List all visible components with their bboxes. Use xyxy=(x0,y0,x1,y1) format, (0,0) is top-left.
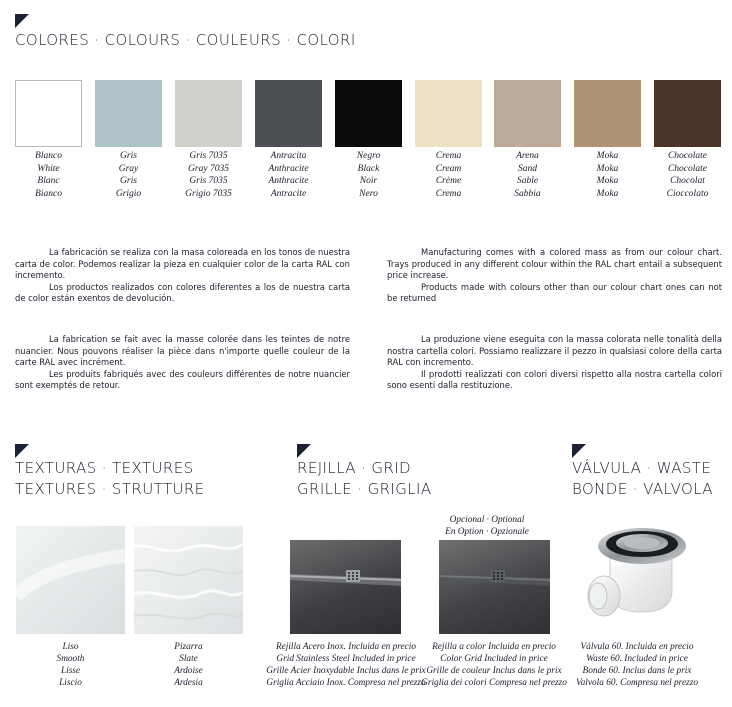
section-corner-marker xyxy=(297,444,311,458)
colour-name: Crema xyxy=(435,188,462,199)
colour-swatch-names xyxy=(95,150,162,200)
info-english xyxy=(387,247,722,305)
colour-name: Noir xyxy=(359,176,378,186)
waste-caption: Válvula 60. Incluida en precio Waste 60. Included in price Bonde 60. Inclus dans le prix Valvola 60. Compresa nel prezzo xyxy=(576,642,698,688)
colour-swatch xyxy=(15,80,82,147)
info-en-p1: Manufacturing comes with a colored mass as from our colour chart. Trays produced in any different colour within the RAL chart entail a subsequent price increase. xyxy=(387,247,722,281)
grid-colour-image xyxy=(439,540,550,634)
colour-name: Moka xyxy=(596,151,619,161)
colour-swatch-names xyxy=(335,150,402,200)
steel-grid-icon xyxy=(290,540,401,634)
colour-swatch xyxy=(255,80,322,147)
colour-swatch xyxy=(175,80,242,147)
section-corner-marker xyxy=(572,444,586,458)
texture-smooth-caption: Liso Smooth Lisse Liscio xyxy=(56,642,85,688)
colour-name: White xyxy=(37,163,60,174)
textures-heading-line1: TEXTURAS · TEXTURES xyxy=(15,459,194,477)
colour-swatch-names xyxy=(654,150,721,200)
info-it-p2: Il prodotti realizzati con colori diversi rispetto alla nostra cartella colori sono esenti dalla restituzione. xyxy=(387,368,722,391)
colour-name: Gray xyxy=(118,163,139,174)
grid-steel-caption: Rejilla Acero Inox. Incluida en precio Grid Stainless Steel Included in price Grille Acier Inoxydable Inclus dans le prix Griglia Acciaio Inox. Compresa nel prezzo xyxy=(266,642,426,688)
colour-swatch-names xyxy=(494,150,561,200)
colour-swatch xyxy=(335,80,402,147)
colour-name: Gris 7035 xyxy=(189,176,228,186)
colour-name: Antracite xyxy=(270,188,307,199)
colour-name: Arena xyxy=(516,151,539,161)
grid-colour-caption: Rejilla a color Incluida en precio Color Grid Included in price Grille de couleur Inclus dans le prix Griglia dei colori Compresa nel prezzo xyxy=(421,642,567,688)
colour-swatch xyxy=(494,80,561,147)
colour-name: Bianco xyxy=(35,188,62,199)
colour-name: Anthracite xyxy=(268,176,309,186)
colours-heading: COLORES · COLOURS · COULEURS · COLORI xyxy=(15,31,356,49)
colour-name: Nero xyxy=(359,188,378,199)
waste-valve-image xyxy=(580,512,692,630)
colour-name: Gris 7035 xyxy=(189,151,228,161)
colour-swatch-item xyxy=(95,80,162,200)
grid-steel-image xyxy=(290,540,401,634)
colour-name: Moka xyxy=(596,188,619,199)
section-corner-marker xyxy=(15,14,29,28)
info-fr-p2: Les produits fabriqués avec des couleurs différentes de notre nuancier sont exemptés de retour. xyxy=(15,368,350,391)
colour-name: Chocolate xyxy=(667,151,708,161)
slate-surface-icon xyxy=(134,526,243,634)
colour-swatch-item xyxy=(654,80,721,200)
colour-swatches xyxy=(15,80,721,200)
colour-swatch-item xyxy=(494,80,561,200)
smooth-surface-icon xyxy=(16,526,125,634)
colour-name: Grigio 7035 xyxy=(185,188,232,199)
grid-heading-line1: REJILLA · GRID xyxy=(297,459,411,477)
colour-swatch-item xyxy=(574,80,641,200)
colour-name: Crema xyxy=(435,151,462,161)
colour-name: Negro xyxy=(356,151,381,161)
colour-swatch-item xyxy=(255,80,322,200)
colour-name: Cioccolato xyxy=(666,188,709,199)
texture-smooth-image xyxy=(16,526,125,634)
info-en-p2: Products made with colours other than our colour chart ones can not be returned xyxy=(387,281,722,304)
info-es-p1: La fabricación se realiza con la masa coloreada en los tonos de nuestra carta de color. Podemos realizar la pieza en cualquier color de la carta RAL con incremento. xyxy=(15,247,350,281)
colour-name: Black xyxy=(357,163,380,174)
colour-swatch-item xyxy=(335,80,402,200)
colour-name: Chocolate xyxy=(667,163,708,174)
waste-heading-line1: VÁLVULA · WASTE xyxy=(572,459,712,477)
colour-name: Chocolat xyxy=(670,176,705,186)
grid-optional-label: Opcional · Optional En Option · Opzionale xyxy=(445,515,529,537)
colour-swatch-names xyxy=(15,150,82,200)
colour-name: Sabbia xyxy=(514,188,541,199)
colour-swatch-names xyxy=(415,150,482,200)
waste-heading-line2: BONDE · VALVOLA xyxy=(572,480,713,498)
colour-swatch-item xyxy=(415,80,482,200)
colour-swatch xyxy=(574,80,641,147)
grid-heading-line2: GRILLE · GRIGLIA xyxy=(297,480,432,498)
info-fr-p1: La fabrication se fait avec la masse colorée dans les teintes de notre nuancier. Nous pouvons réaliser la pièce dans n'importe quelle couleur de la carte RAL avec incrément. xyxy=(15,334,350,368)
colour-swatch-names xyxy=(255,150,322,200)
waste-valve-icon xyxy=(580,512,692,630)
colour-name: Moka xyxy=(596,176,619,186)
colour-name: Cream xyxy=(435,163,462,174)
colour-name: Antracita xyxy=(270,151,307,161)
info-italian xyxy=(387,334,722,392)
colour-name: Sable xyxy=(516,176,539,186)
info-it-p1: La produzione viene eseguita con la massa colorata nelle tonalità della nostra cartella colori. Possiamo realizzare il pezzo in qualsiasi colore della carta RAL con incremento. xyxy=(387,334,722,368)
colour-swatch-item xyxy=(15,80,82,200)
colour-swatch-names xyxy=(175,150,242,200)
texture-slate-image xyxy=(134,526,243,634)
info-spanish xyxy=(15,247,350,305)
colour-grid-icon xyxy=(439,540,550,634)
info-french xyxy=(15,334,350,392)
colour-name: Anthracite xyxy=(268,163,309,174)
colour-name: Blanc xyxy=(37,176,60,186)
colour-swatch xyxy=(415,80,482,147)
section-corner-marker xyxy=(15,444,29,458)
textures-heading-line2: TEXTURES · STRUTTURE xyxy=(15,480,205,498)
colour-swatch-names xyxy=(574,150,641,200)
colour-name: Moka xyxy=(596,163,619,174)
colour-name: Gris xyxy=(120,151,137,161)
texture-slate-caption: Pizarra Slate Ardoise Ardesia xyxy=(174,642,203,688)
colour-swatch xyxy=(95,80,162,147)
colour-swatch xyxy=(654,80,721,147)
colour-swatch-item xyxy=(175,80,242,200)
colour-name: Crème xyxy=(435,176,462,186)
colour-name: Gray 7035 xyxy=(188,163,229,174)
colour-name: Gris xyxy=(120,176,137,186)
info-es-p2: Los productos realizados con colores diferentes a los de nuestra carta de color están exentos de devolución. xyxy=(15,281,350,304)
colour-name: Sand xyxy=(518,163,537,174)
colour-name: Blanco xyxy=(35,151,62,161)
colour-name: Grigio xyxy=(115,188,142,199)
